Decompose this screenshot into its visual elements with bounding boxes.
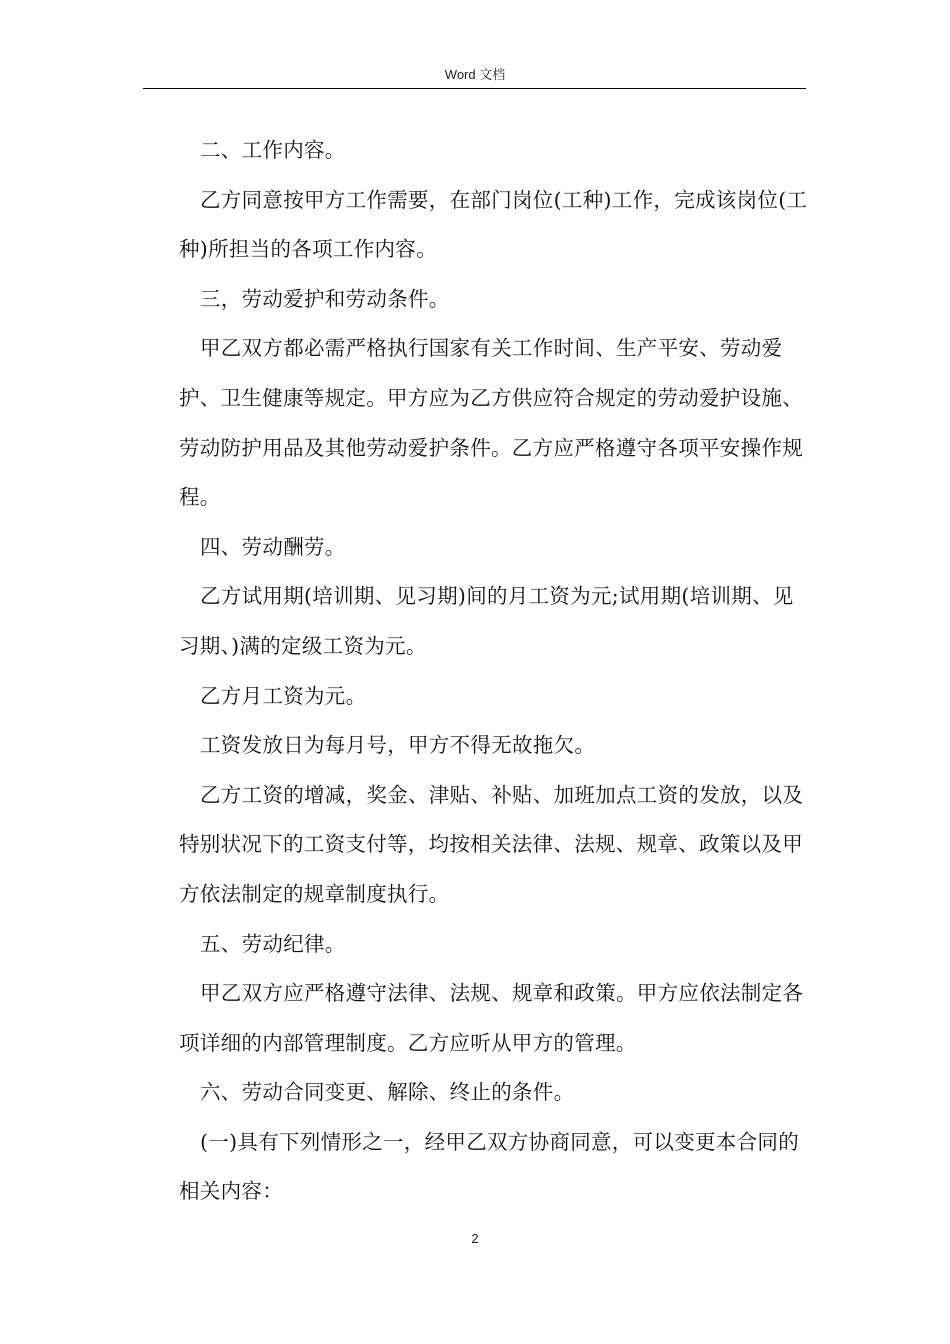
header-divider xyxy=(143,88,806,89)
document-body xyxy=(179,126,809,1217)
section-heading: 六、劳动合同变更、解除、终止的条件。 xyxy=(200,1080,575,1105)
page-number: 2 xyxy=(471,1231,479,1246)
body-paragraph: 乙方工资的增减，奖金、津贴、补贴、加班加点工资的发放，以及特别状况下的工资支付等，均按相关法律、法规、规章、政策以及甲方依法制定的规章制度执行。 xyxy=(179,782,804,906)
body-paragraph: 乙方试用期(培训期、见习期)间的月工资为元;试用期(培训期、见习期、)满的定级工资为元。 xyxy=(179,584,794,658)
section-heading: 四、劳动酬劳。 xyxy=(200,534,346,559)
section-heading: 三，劳动爱护和劳动条件。 xyxy=(200,286,450,311)
section-heading: 二、工作内容。 xyxy=(200,138,346,162)
body-paragraph: 乙方月工资为元。 xyxy=(200,683,367,708)
body-paragraph: 工资发放日为每月号，甲方不得无故拖欠。 xyxy=(200,733,596,758)
body-paragraph: 甲乙双方应严格遵守法律、法规、规章和政策。甲方应依法制定各项详细的内部管理制度。乙方应听从甲方的管理。 xyxy=(179,981,804,1055)
page-header-title: Word 文档 xyxy=(444,67,506,82)
body-paragraph: (一)具有下列情形之一，经甲乙双方协商同意，可以变更本合同的相关内容： xyxy=(179,1129,799,1204)
body-paragraph: 乙方同意按甲方工作需要，在部门岗位(工种)工作，完成该岗位(工种)所担当的各项工作内容。 xyxy=(179,187,808,262)
body-paragraph: 甲乙双方都必需严格执行国家有关工作时间、生产平安、劳动爱护、卫生健康等规定。甲方应为乙方供应符合规定的劳动爱护设施、劳动防护用品及其他劳动爱护条件。乙方应严格遵守各项平安操作规程。 xyxy=(179,336,803,510)
section-heading: 五、劳动纪律。 xyxy=(200,931,346,956)
